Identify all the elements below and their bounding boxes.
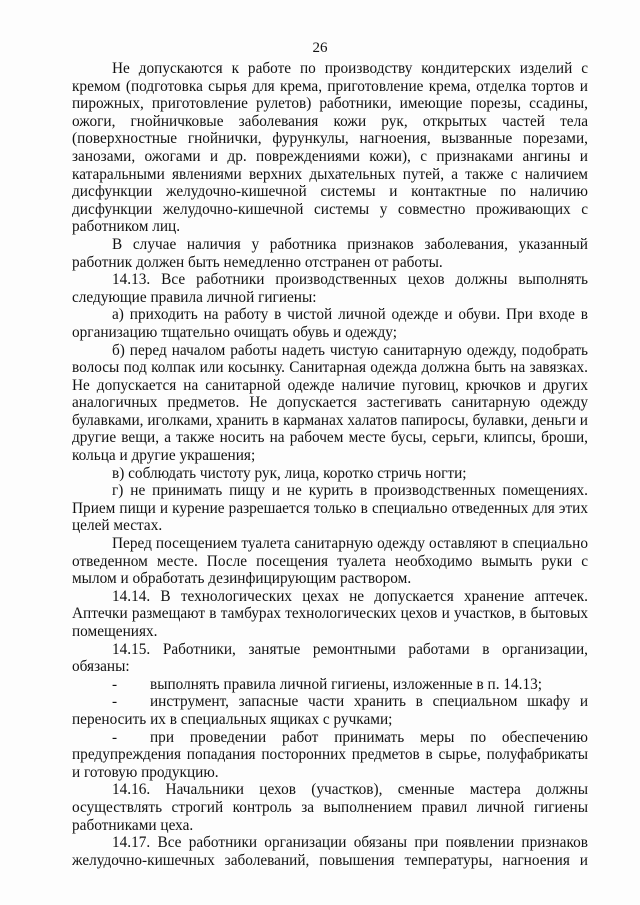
dash-item <box>72 676 588 694</box>
paragraph-rule-a: а) приходить на работу в чистой личной одежде и обуви. При входе в организацию тщательно очищать обувь и одежду; <box>72 306 588 341</box>
paragraph-rule-b: б) перед началом работы надеть чистую санитарную одежду, подобрать волосы под колпак или косынку. Санитарная одежда должна быть на завязках. Не допускается на санитарной одежде наличие пуговиц, крючков и других аналогичных предметов. Не допускается застегивать санитарную одежду булавками, иголками, хранить в карманах халатов папиросы, булавки, деньги и другие вещи, а также носить на рабочем месте бусы, серьги, клипсы, броши, кольца и другие украшения; <box>72 341 588 465</box>
page-number: 26 <box>312 40 328 56</box>
document-body <box>72 60 588 869</box>
paragraph-14-14: 14.14. В технологических цехах не допускается хранение аптечек. Аптечки размещают в тамбурах технологических цехов и участков, в бытовых помещениях. <box>72 587 588 640</box>
dash-item-text: инструмент, запасные части хранить в специальном шкафу и переносить их в специальных ящиках с ручками; <box>72 693 588 728</box>
paragraph-14-15-intro: 14.15. Работники, занятые ремонтными работами в организации, обязаны: <box>72 640 588 676</box>
dash-item <box>72 693 588 728</box>
dash-marker: - <box>112 728 118 746</box>
dash-marker: - <box>112 675 118 693</box>
dash-item-text: выполнять правила личной гигиены, изложенные в п. 14.13; <box>150 675 543 693</box>
paragraph-rule-v: в) соблюдать чистоту рук, лица, коротко стричь ногти; <box>112 464 467 482</box>
paragraph-14-17: 14.17. Все работники организации обязаны при появлении признаков желудочно-кишечных заболеваний, повышения температуры, нагноения и <box>72 834 588 869</box>
dash-marker: - <box>112 693 118 711</box>
paragraph-confectionery-restrictions: Не допускаются к работе по производству кондитерских изделий с кремом (подготовка сырья для крема, приготовление крема, отделка тортов и пирожных, приготовление рулетов) работники, имеющие порезы, ссадины, ожоги, гнойничковые заболевания кожи рук, открытых частей тела (поверхностные гнойнички, фурункулы, нагноения, вызванные порезами, занозами, ожогами и др. повреждениями кожи), с признаками ангины и катаральными явлениями верхних дыхательных путей, а также с наличием дисфункции желудочно-кишечной системы и контактные по наличию дисфункции желудочно-кишечной системы у совместно проживающих с работником лиц. <box>72 60 588 236</box>
paragraph-rule-g: г) не принимать пищу и не курить в производственных помещениях. Прием пищи и курение разрешается только в специально отведенных для этих целей местах. <box>72 482 588 535</box>
paragraph-removal-from-work: В случае наличия у работника признаков заболевания, указанный работник должен быть немедленно отстранен от работы. <box>72 235 588 271</box>
paragraph-14-13-intro: 14.13. Все работники производственных цехов должны выполнять следующие правила личной гигиены: <box>72 271 588 306</box>
dash-item <box>72 729 588 782</box>
dash-item-text: при проведении работ принимать меры по обеспечению предупреждения попадания посторонних предметов в сырье, полуфабрикаты и готовую продукцию. <box>72 728 588 781</box>
paragraph-toilet-rules: Перед посещением туалета санитарную одежду оставляют в специально отведенном месте. После посещения туалета необходимо вымыть руки с мылом и обработать дезинфицирующим раствором. <box>72 535 588 588</box>
paragraph-14-16: 14.16. Начальники цехов (участков), сменные мастера должны осуществлять строгий контроль за выполнением правил личной гигиены работниками цеха. <box>72 781 588 834</box>
